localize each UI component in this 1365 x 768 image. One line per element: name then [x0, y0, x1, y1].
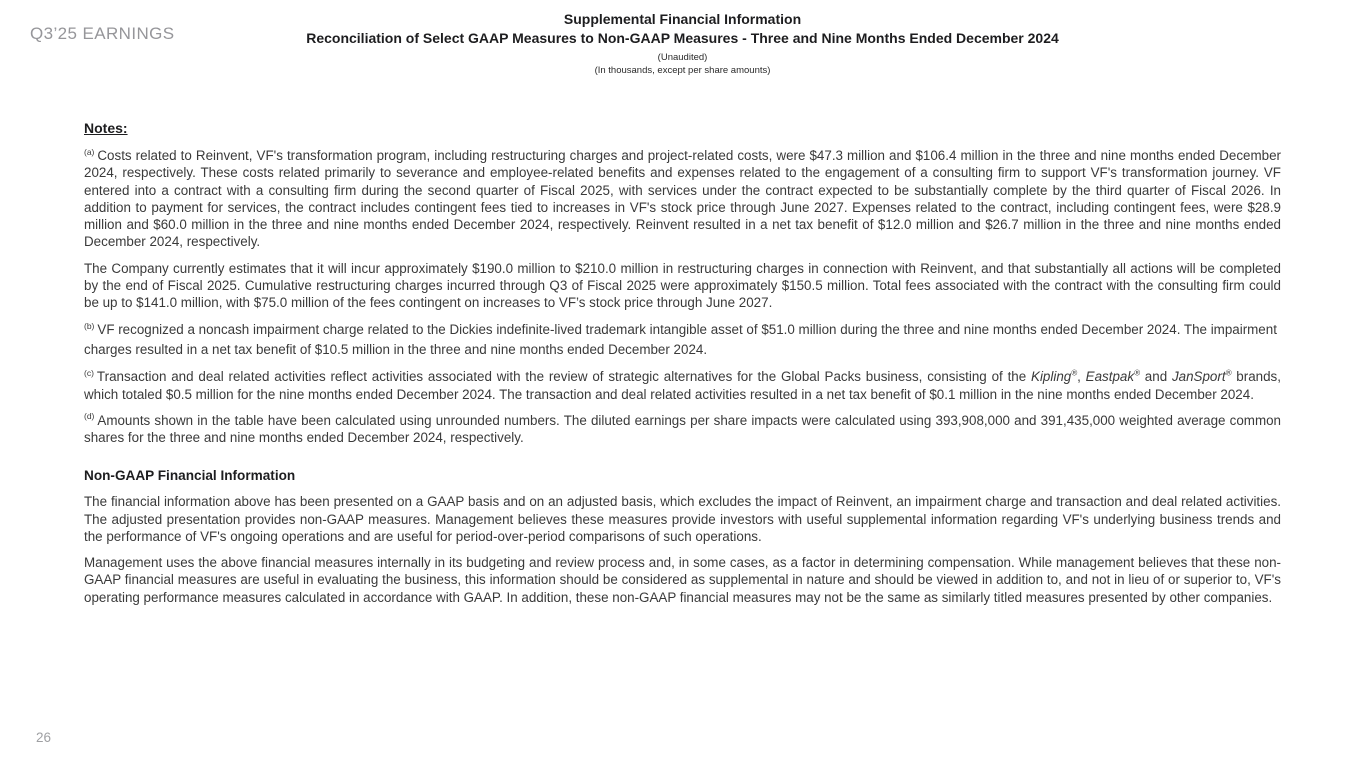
- header-units-note: (In thousands, except per share amounts): [594, 64, 771, 76]
- non-gaap-heading: Non-GAAP Financial Information: [84, 468, 296, 484]
- note-a-marker: (a): [84, 146, 95, 157]
- note-d-text: Amounts shown in the table have been calculated using unrounded numbers. The diluted earnings per share impacts were calculated using 393,908,000 and 391,435,000 weighted average common shares for the three and nine months ended December 2024, respectively.: [84, 412, 1281, 445]
- note-a-text: Costs related to Reinvent, VF's transformation program, including restructuring charges and project-related costs, were $47.3 million and $106.4 million in the three and nine months ended December 2024, respectively. These costs related primarily to severance and employee-related benefits and expenses related to the engagement of a consulting firm to support VF's transformation journey. VF entered into a contract with a consulting firm during the second quarter of Fiscal 2025, with services under the contract expected to be substantially complete by the third quarter of Fiscal 2026. In addition to payment for services, the contract includes contingent fees tied to increases in VF's stock price through June 2027. Expenses related to the contract, including contingent fees, were $28.9 million and $60.0 million in the three and nine months ended December 2024, respectively. Reinvent resulted in a net tax benefit of $12.0 million and $26.7 million in the three and nine months ended December 2024, respectively.: [84, 148, 1281, 250]
- note-c-text-lead: Transaction and deal related activities reflect activities associated with the review of strategic alternatives for the Global Packs business, consisting of the: [96, 369, 1032, 385]
- slide-header: [0, 10, 1365, 77]
- page-number: 26: [36, 730, 52, 745]
- note-c-paragraph: [84, 368, 1281, 403]
- brand-jansport: JanSport: [1171, 369, 1226, 385]
- note-b-text: VF recognized a noncash impairment charge related to the Dickies indefinite-lived trademark intangible asset of $51.0 million during the three and nine months ended December 2024. The impairment charges resulted in a net tax benefit of $10.5 million in the three and nine months ended December 2024.: [84, 322, 1277, 357]
- note-b-paragraph: [84, 320, 1281, 359]
- note-c-text-trail: brands, which totaled $0.5 million for the nine months ended December 2024. The transaction and deal related activities resulted in a net tax benefit of $0.1 million in the nine months ended December 2024.: [84, 369, 1281, 402]
- registered-mark-icon: ®: [1071, 368, 1078, 378]
- earnings-brand-label: Q3’25 EARNINGS: [30, 24, 175, 43]
- note-d-paragraph: [84, 412, 1281, 447]
- non-gaap-text-1: The financial information above has been presented on a GAAP basis and on an adjusted basis, which excludes the impact of Reinvent, an impairment charge and transaction and deal related activities. The adjusted presentation provides non-GAAP measures. Management believes these measures provide investors with useful supplemental information regarding VF's underlying business trends and the performance of VF's ongoing operations and are useful for period-over-period comparisons of such operations.: [84, 494, 1281, 544]
- non-gaap-text-2: Management uses the above financial measures internally in its budgeting and review process and, in some cases, as a factor in determining compensation. While management believes that these non-GAAP financial measures are useful in evaluating the business, this information should be considered as supplemental in nature and should be viewed in addition to, and not in lieu of or superior to, VF's operating performance measures calculated in accordance with GAAP. In addition, these non-GAAP financial measures may not be the same as similarly titled measures presented by other companies.: [84, 555, 1281, 605]
- note-d-marker: (d): [84, 411, 95, 422]
- brand-eastpak: Eastpak: [1085, 369, 1135, 385]
- non-gaap-paragraph-1: [84, 493, 1281, 545]
- note-a-continued-text: The Company currently estimates that it will incur approximately $190.0 million to $210.0 million in restructuring charges in connection with Reinvent, and that substantially all actions will be completed by the end of Fiscal 2025. Cumulative restructuring charges incurred through Q3 of Fiscal 2025 were approximately $150.5 million. Total fees associated with the contract with the consulting firm could be up to $141.0 million, with $75.0 million of the fees contingent on increases to VF’s stock price through June 2027.: [84, 260, 1281, 310]
- note-b-marker: (b): [84, 320, 95, 331]
- note-c-separator1: ,: [1077, 369, 1086, 385]
- note-c-separator2: and: [1139, 369, 1172, 385]
- non-gaap-paragraph-2: [84, 554, 1281, 606]
- brand-kipling: Kipling: [1031, 369, 1072, 385]
- registered-mark-icon: ®: [1134, 368, 1140, 378]
- note-c-marker: (c): [84, 367, 94, 378]
- notes-section: [84, 120, 1281, 615]
- registered-mark-icon: ®: [1225, 368, 1232, 378]
- note-a-continued-paragraph: [84, 260, 1281, 312]
- header-unaudited-note: (Unaudited): [657, 52, 708, 63]
- header-title-line1: Supplemental Financial Information: [563, 11, 802, 27]
- header-title-line2: Reconciliation of Select GAAP Measures to Non-GAAP Measures - Three and Nine Months Ended December 2024: [306, 30, 1059, 46]
- notes-heading: Notes:: [84, 120, 128, 136]
- note-a-paragraph: [84, 147, 1281, 251]
